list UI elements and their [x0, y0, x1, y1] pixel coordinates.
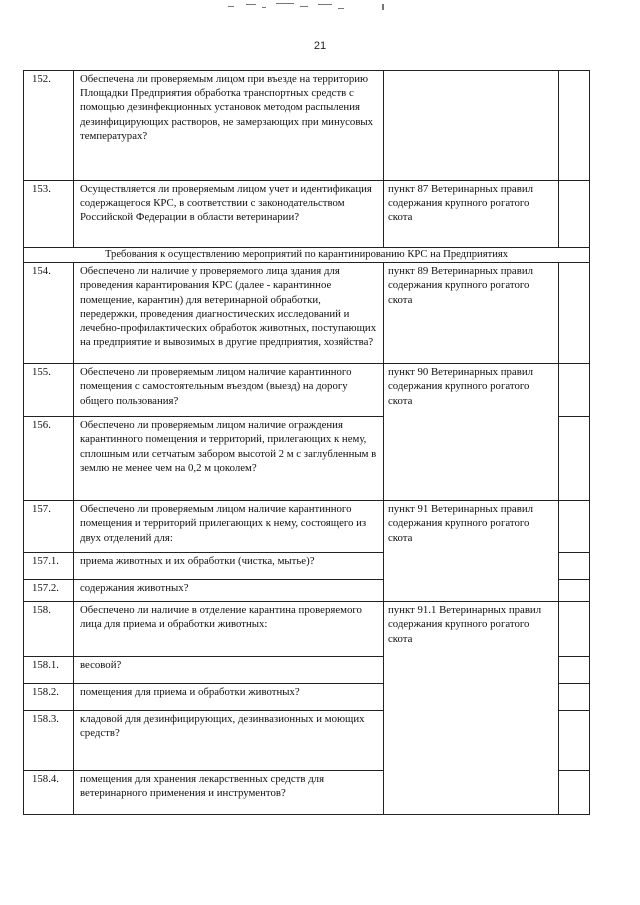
item-number: 152.	[24, 71, 74, 181]
question-text: Осуществляется ли проверяемым лицом учет и идентификация содержащегося КРС, в соответствии с законодательством Российской Федерации в области ветеринарии?	[74, 181, 384, 248]
legal-reference: пункт 91.1 Ветеринарных правил содержания крупного рогатого скота	[384, 602, 559, 815]
item-number: 154.	[24, 263, 74, 364]
item-number: 158.1.	[24, 657, 74, 684]
question-text: Обеспечено ли проверяемым лицом наличие карантинного помещения с самостоятельным въездом (выезд) на дорогу общего пользования?	[74, 364, 384, 417]
legal-reference: пункт 89 Ветеринарных правил содержания крупного рогатого скота	[384, 263, 559, 364]
table-row	[24, 501, 590, 553]
item-number: 158.2.	[24, 684, 74, 711]
mark-cell[interactable]	[559, 71, 590, 181]
mark-cell[interactable]	[559, 364, 590, 417]
mark-cell[interactable]	[559, 580, 590, 602]
scan-artifact	[0, 0, 640, 20]
mark-cell[interactable]	[559, 657, 590, 684]
question-text: приема животных и их обработки (чистка, мытье)?	[74, 553, 384, 580]
mark-cell[interactable]	[559, 771, 590, 815]
item-number: 157.1.	[24, 553, 74, 580]
question-text: содержания животных?	[74, 580, 384, 602]
mark-cell[interactable]	[559, 181, 590, 248]
legal-reference	[384, 71, 559, 181]
item-number: 158.	[24, 602, 74, 657]
mark-cell[interactable]	[559, 711, 590, 771]
table-row	[24, 71, 590, 181]
question-text: Обеспечено ли наличие в отделение карантина проверяемого лица для приема и обработки животных:	[74, 602, 384, 657]
section-row	[24, 248, 590, 263]
table-row	[24, 263, 590, 364]
mark-cell[interactable]	[559, 263, 590, 364]
table-row	[24, 181, 590, 248]
item-number: 158.3.	[24, 711, 74, 771]
mark-cell[interactable]	[559, 684, 590, 711]
section-heading: Требования к осуществлению мероприятий по карантинированию КРС на Предприятиях	[24, 248, 590, 263]
item-number: 153.	[24, 181, 74, 248]
question-text: Обеспечено ли проверяемым лицом наличие ограждения карантинного помещения и территорий, прилегающих к нему, сплошным или сетчатым забором высотой 2 м с заглубленным в землю не менее чем на 0,2 м цоколем?	[74, 417, 384, 501]
legal-reference: пункт 87 Ветеринарных правил содержания крупного рогатого скота	[384, 181, 559, 248]
mark-cell[interactable]	[559, 602, 590, 657]
page-number: 21	[313, 40, 327, 52]
table-row	[24, 602, 590, 657]
item-number: 157.2.	[24, 580, 74, 602]
question-text: Обеспечено ли проверяемым лицом наличие карантинного помещения и территорий прилегающих к нему, состоящего из двух отделений для:	[74, 501, 384, 553]
question-text: Обеспечена ли проверяемым лицом при въезде на территорию Площадки Предприятия обработка транспортных средств с помощью дезинфекционных установок методом распыления дезинфицирующих растворов, не замерзающих при минусовых температурах?	[74, 71, 384, 181]
question-text: Обеспечено ли наличие у проверяемого лица здания для проведения карантирования КРС (далее - карантинное помещение, карантин) для ветеринарной обработки, передержки, проведения диагностических исследований и лечебно-профилактических обработок животных, поступающих на предприятие и вывозимых в другие предприятия, хозяйства?	[74, 263, 384, 364]
item-number: 156.	[24, 417, 74, 501]
item-number: 155.	[24, 364, 74, 417]
question-text: весовой?	[74, 657, 384, 684]
legal-reference: пункт 90 Ветеринарных правил содержания крупного рогатого скота	[384, 364, 559, 501]
table-row	[24, 364, 590, 417]
question-text: кладовой для дезинфицирующих, дезинвазионных и моющих средств?	[74, 711, 384, 771]
item-number: 158.4.	[24, 771, 74, 815]
question-text: помещения для приема и обработки животных?	[74, 684, 384, 711]
mark-cell[interactable]	[559, 501, 590, 553]
mark-cell[interactable]	[559, 417, 590, 501]
item-number: 157.	[24, 501, 74, 553]
checklist-table	[23, 70, 590, 815]
mark-cell[interactable]	[559, 553, 590, 580]
legal-reference: пункт 91 Ветеринарных правил содержания крупного рогатого скота	[384, 501, 559, 602]
question-text: помещения для хранения лекарственных средств для ветеринарного применения и инструментов?	[74, 771, 384, 815]
